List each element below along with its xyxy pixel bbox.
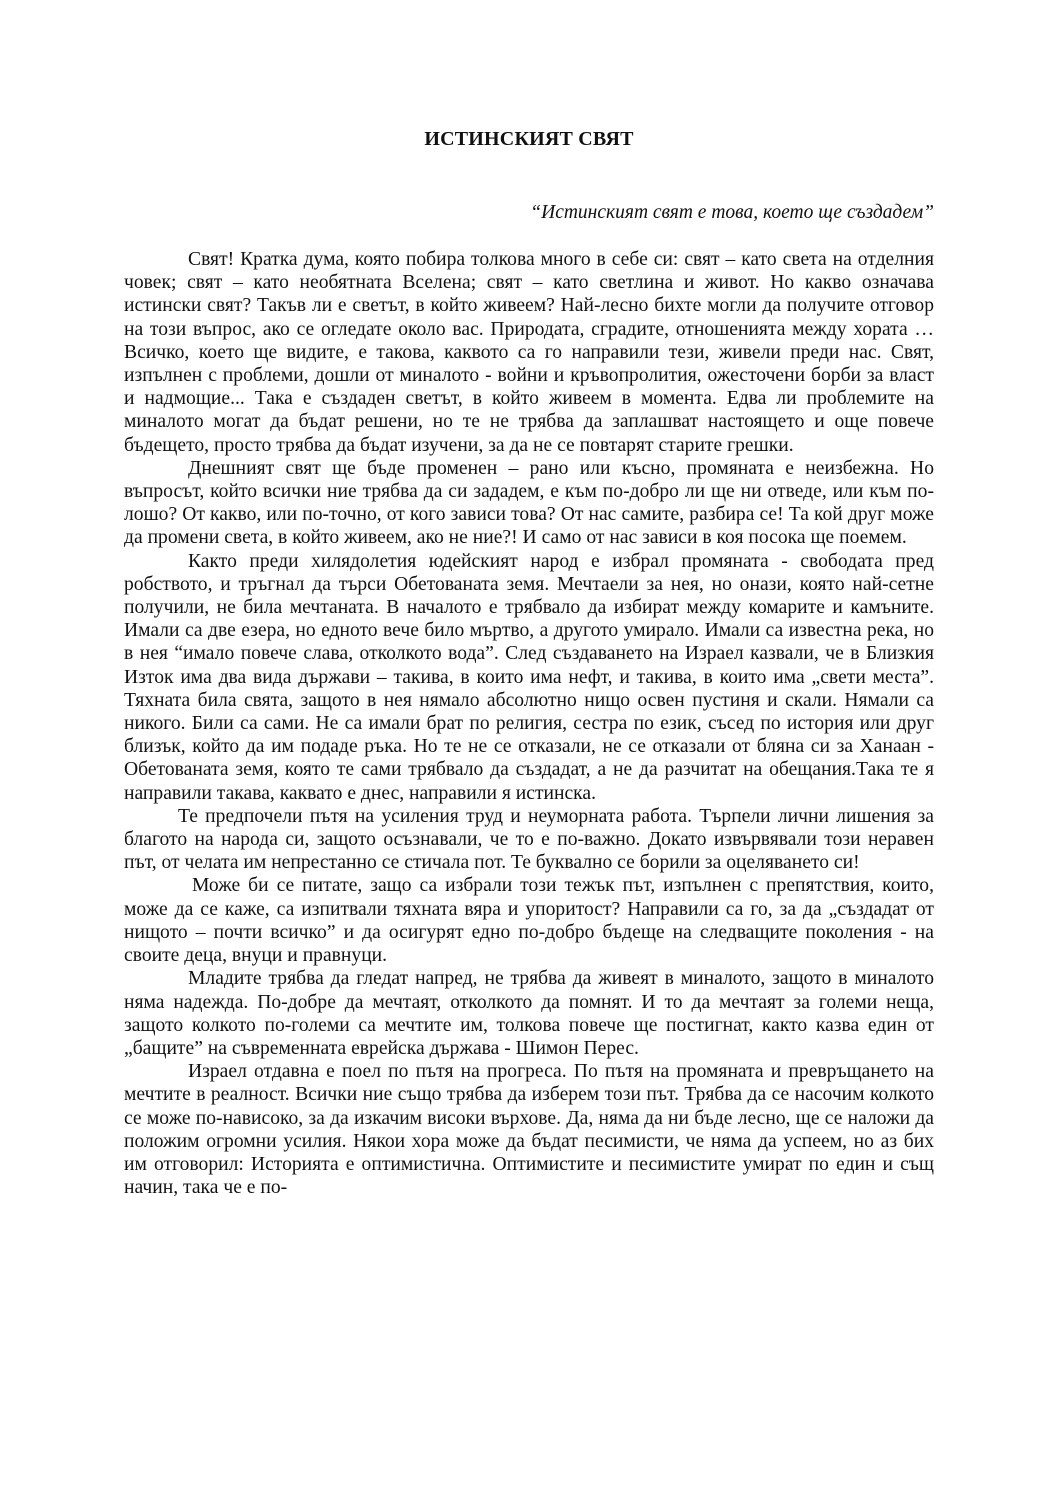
paragraph-3: Както преди хилядолетия юдейският народ е избрал промяната - свободата пред робството, и тръгнал да търси Обетованата земя. Мечтаели за нея, но онази, която най-сетне получили, не била мечтаната. В началото е трябвало да избират между комарите и камъните. Имали са две езера, но едното вече било мъртво, а другото умирало. Имали са известна река, но в нея “имало повече слава, отколкото вода”. След създаването на Израел казвали, че в Близкия Изток има два вида държави – такива, в които има нефт, и такива, в които има „свети места”. Тяхната била свята, защото в нея нямало абсолютно нищо освен пустиня и скали. Нямали са никого. Били са сами. Не са имали брат по религия, сестра по език, съсед по история или друг близък, който да им подаде ръка. Но те не се отказали, не се отказали от бляна си за Ханаан - Обетованата земя, която те сами трябвало да създадат, а не да разчитат на обещания.Така те я направили такава, каквато е днес, направили я истинска. <box>124 550 934 804</box>
paragraph-4: Те предпочели пътя на усиления труд и неуморната работа. Търпели лични лишения за благото на народа си, защото осъзнавали, че то е по-важно. Докато извървявали този неравен път, от челата им непрестанно се стичала пот. Те буквално се борили за оцеляването си! <box>124 805 934 874</box>
paragraph-7: Израел отдавна е поел по пътя на прогреса. По пътя на промяната и превръщането на мечтите в реалност. Всички ние също трябва да изберем този път. Трябва да се насочим колкото се може по-нависоко, за да изкачим високи върхове. Да, няма да ни бъде лесно, ще се наложи да положим огромни усилия. Някои хора може да бъдат песимисти, че няма да успеем, но аз бих им отговорил: Историята е оптимистична. Оптимистите и песимистите умират по един и същ начин, така че е по- <box>124 1061 934 1199</box>
page-title: ИСТИНСКИЯТ СВЯТ <box>424 128 634 150</box>
paragraph-6: Младите трябва да гледат напред, не трябва да живеят в миналото, защото в миналото няма надежда. По-добре да мечтаят, отколкото да помнят. И то да мечтаят за големи неща, защото колкото по-големи са мечтите им, толкова повече ще постигнат, както казва един от „бащите” на съвременната еврейска държава - Шимон Перес. <box>124 968 934 1059</box>
paragraph-5: Може би се питате, защо са избрали този тежък път, изпълнен с препятствия, които, може да се каже, са изпитвали тяхната вяра и упоритост? Направили са го, за да „създадат от нищото – почти всичко” и да осигурят едно по-добро бъдеще на следващите поколения - на своите деца, внуци и правнуци. <box>124 875 934 967</box>
epigraph: “Истинският свят е това, което ще създадем” <box>530 202 934 223</box>
paragraph-2: Днешният свят ще бъде променен – рано или късно, промяната е неизбежна. Но въпросът, който всички ние трябва да си зададем, е към по-добро ли ще ни отведе, или към по-лошо? От какво, или по-точно, от кого зависи това? От нас самите, разбира се! Та кой друг може да промени света, в който живеем, ако не ние?! И само от нас зависи в коя посока ще поемем. <box>124 457 934 549</box>
body-text <box>124 248 934 1199</box>
paragraph-1: Свят! Кратка дума, която побира толкова много в себе си: свят – като света на отделния човек; свят – като необятната Вселена; свят – като светлина и живот. Но какво означава истински свят? Такъв ли е светът, в който живеем? Най-лесно бихте могли да получите отговор на този въпрос, ако се огледате около вас. Природата, сградите, отношенията между хората … Всичко, което ще видите, е такова, каквото са го направили тези, живели преди нас. Свят, изпълнен с проблеми, дошли от миналото - войни и кръвопролития, ожесточени борби за власт и надмощие... Така е създаден светът, в който живеем в момента. Едва ли проблемите на миналото могат да бъдат решени, но те не трябва да заплашват настоящето и още повече бъдещето, просто трябва да бъдат изучени, за да не се повтарят старите грешки. <box>124 249 934 456</box>
